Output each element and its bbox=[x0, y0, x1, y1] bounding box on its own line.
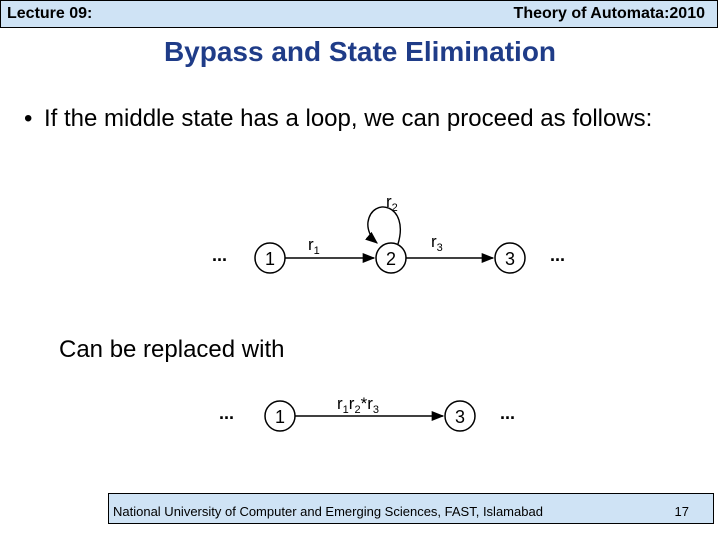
diagram-original bbox=[212, 192, 565, 273]
bullet-text: If the middle state has a loop, we can proceed as follows: bbox=[44, 105, 653, 132]
footer-institution: National University of Computer and Emerging Sciences, FAST, Islamabad bbox=[113, 504, 543, 519]
ellipsis-right: ... bbox=[550, 245, 566, 265]
ellipsis-right-2: ... bbox=[500, 403, 516, 423]
page-number: 17 bbox=[674, 504, 689, 519]
lecture-label: Lecture 09: bbox=[7, 5, 93, 22]
state-1-label: 1 bbox=[264, 249, 276, 269]
footer-bar bbox=[108, 493, 714, 524]
bullet-icon: • bbox=[24, 105, 33, 132]
label-r2: $r_2$ bbox=[386, 192, 398, 214]
ellipsis-left-2: ... bbox=[219, 403, 235, 423]
state-2-label: 2 bbox=[385, 249, 397, 269]
label-r1: $r_1$ bbox=[308, 235, 320, 257]
state-3-label: 3 bbox=[504, 249, 516, 269]
slide-title: Bypass and State Elimination bbox=[163, 36, 557, 67]
course-label: Theory of Automata:2010 bbox=[513, 5, 705, 22]
label-r3: $r_3$ bbox=[431, 232, 443, 254]
ellipsis-left: ... bbox=[212, 245, 228, 265]
state-3-replaced-label: 3 bbox=[454, 407, 466, 427]
diagram-replaced bbox=[219, 394, 515, 431]
state-1-replaced-label: 1 bbox=[274, 407, 286, 427]
label-r1r2star-r3: $r_1r_2*r_3$ bbox=[337, 394, 380, 416]
replacement-caption: Can be replaced with bbox=[59, 336, 285, 363]
